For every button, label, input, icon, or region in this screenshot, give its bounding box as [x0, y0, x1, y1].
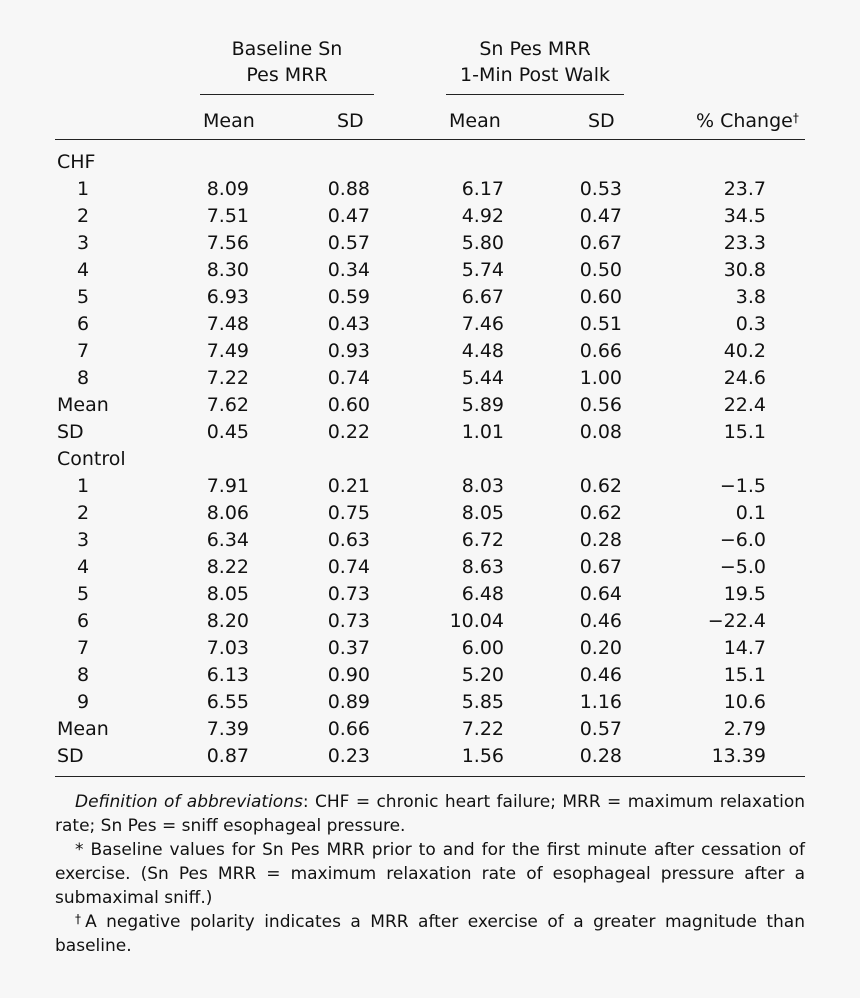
cell-pct-change: 3.8: [735, 286, 766, 308]
cell-baseline-sd: 0.90: [327, 664, 370, 686]
table-row: [0, 689, 860, 716]
col-baseline-mean: Mean: [203, 110, 255, 132]
row-label: SD: [57, 421, 84, 443]
baseline-group-header: [200, 36, 374, 88]
cell-post-mean: 8.03: [461, 475, 504, 497]
cell-baseline-sd: 0.74: [327, 556, 370, 578]
row-label: Control: [57, 448, 126, 470]
cell-baseline-mean: 8.05: [206, 583, 249, 605]
col-pct-change: [696, 108, 799, 134]
cell-pct-change: 23.3: [723, 232, 766, 254]
post-walk-group-header: [446, 36, 624, 88]
cell-baseline-mean: 7.39: [206, 718, 249, 740]
row-label: 7: [77, 340, 90, 362]
table-row: [0, 311, 860, 338]
table-body: [0, 149, 860, 770]
cell-post-sd: 0.46: [579, 664, 622, 686]
cell-baseline-sd: 0.73: [327, 583, 370, 605]
row-label: 4: [77, 259, 90, 281]
cell-pct-change: 14.7: [723, 637, 766, 659]
header-bottom-rule: [55, 139, 805, 140]
cell-baseline-sd: 0.66: [327, 718, 370, 740]
row-label: 9: [77, 691, 90, 713]
footnote-dagger-text: A negative polarity indicates a MRR after exercise of a greater magnitude than baseline.: [55, 912, 805, 956]
cell-pct-change: 34.5: [723, 205, 766, 227]
table-row: [0, 500, 860, 527]
cell-post-sd: 0.28: [579, 529, 622, 551]
cell-post-sd: 0.60: [579, 286, 622, 308]
table-row: [0, 473, 860, 500]
footnote-dagger: [55, 910, 805, 958]
cell-baseline-mean: 8.30: [206, 259, 249, 281]
cell-baseline-sd: 0.59: [327, 286, 370, 308]
cell-post-mean: 4.92: [461, 205, 504, 227]
row-label: 4: [77, 556, 90, 578]
cell-post-sd: 0.50: [579, 259, 622, 281]
cell-post-mean: 7.22: [461, 718, 504, 740]
post-walk-group-line-2: 1-Min Post Walk: [460, 64, 610, 86]
row-label: 2: [77, 502, 90, 524]
cell-pct-change: −6.0: [719, 529, 766, 551]
cell-pct-change: −5.0: [719, 556, 766, 578]
cell-baseline-sd: 0.34: [327, 259, 370, 281]
cell-baseline-sd: 0.75: [327, 502, 370, 524]
cell-baseline-mean: 7.51: [206, 205, 249, 227]
cell-pct-change: 10.6: [723, 691, 766, 713]
table-row: [0, 338, 860, 365]
baseline-group-line-2: Pes MRR: [246, 64, 328, 86]
footnote-star: * Baseline values for Sn Pes MRR prior to and for the first minute after cessation of exercise. (Sn Pes MRR = maximum relaxation rate of esophageal pressure after a submaximal sniff.): [55, 840, 805, 908]
row-label: Mean: [57, 394, 109, 416]
col-pct-change-label: % Change: [696, 110, 793, 132]
cell-baseline-sd: 0.43: [327, 313, 370, 335]
row-label: 3: [77, 529, 90, 551]
cell-baseline-mean: 6.34: [206, 529, 249, 551]
cell-post-mean: 6.17: [461, 178, 504, 200]
cell-baseline-mean: 0.87: [206, 745, 249, 767]
cell-pct-change: 13.39: [711, 745, 766, 767]
cell-pct-change: 19.5: [723, 583, 766, 605]
cell-pct-change: 22.4: [723, 394, 766, 416]
cell-post-sd: 0.66: [579, 340, 622, 362]
table-row: [0, 554, 860, 581]
cell-pct-change: 23.7: [723, 178, 766, 200]
cell-post-sd: 0.53: [579, 178, 622, 200]
cell-post-mean: 8.05: [461, 502, 504, 524]
cell-post-sd: 0.20: [579, 637, 622, 659]
cell-pct-change: −22.4: [707, 610, 766, 632]
cell-post-sd: 0.62: [579, 502, 622, 524]
cell-post-sd: 0.46: [579, 610, 622, 632]
cell-post-sd: 0.67: [579, 556, 622, 578]
cell-post-sd: 0.67: [579, 232, 622, 254]
row-label: CHF: [57, 151, 96, 173]
cell-baseline-mean: 7.48: [206, 313, 249, 335]
cell-post-mean: 5.89: [461, 394, 504, 416]
cell-post-mean: 1.56: [461, 745, 504, 767]
cell-pct-change: 0.1: [735, 502, 766, 524]
cell-pct-change: 15.1: [723, 664, 766, 686]
cell-post-sd: 0.47: [579, 205, 622, 227]
cell-baseline-sd: 0.63: [327, 529, 370, 551]
row-label: 2: [77, 205, 90, 227]
cell-post-mean: 10.04: [449, 610, 504, 632]
cell-baseline-sd: 0.23: [327, 745, 370, 767]
row-label: 8: [77, 367, 90, 389]
cell-baseline-sd: 0.22: [327, 421, 370, 443]
table-row: [0, 635, 860, 662]
cell-baseline-mean: 8.22: [206, 556, 249, 578]
cell-baseline-sd: 0.89: [327, 691, 370, 713]
cell-post-mean: 6.48: [461, 583, 504, 605]
cell-pct-change: 15.1: [723, 421, 766, 443]
table-row: [0, 230, 860, 257]
cell-post-sd: 0.51: [579, 313, 622, 335]
cell-post-sd: 0.62: [579, 475, 622, 497]
baseline-group-line-1: Baseline Sn: [231, 38, 343, 60]
cell-baseline-sd: 0.21: [327, 475, 370, 497]
cell-post-sd: 1.00: [579, 367, 622, 389]
cell-post-mean: 1.01: [461, 421, 504, 443]
cell-post-mean: 6.00: [461, 637, 504, 659]
cell-baseline-mean: 6.93: [206, 286, 249, 308]
table-row: [0, 203, 860, 230]
cell-baseline-mean: 0.45: [206, 421, 249, 443]
section-header-row: [0, 446, 860, 473]
row-label: 8: [77, 664, 90, 686]
cell-pct-change: 2.79: [723, 718, 766, 740]
cell-pct-change: 30.8: [723, 259, 766, 281]
footnote-abbrev-label: Definition of abbreviations: [75, 792, 303, 812]
row-label: Mean: [57, 718, 109, 740]
cell-post-mean: 5.85: [461, 691, 504, 713]
footnote-abbreviations: [55, 790, 805, 838]
row-label: 5: [77, 583, 90, 605]
post-walk-group-line-1: Sn Pes MRR: [479, 38, 591, 60]
cell-post-mean: 8.63: [461, 556, 504, 578]
cell-post-sd: 0.28: [579, 745, 622, 767]
cell-post-mean: 5.74: [461, 259, 504, 281]
cell-pct-change: −1.5: [719, 475, 766, 497]
dagger-mark-footnote: †: [75, 912, 86, 926]
cell-baseline-sd: 0.60: [327, 394, 370, 416]
table-row: [0, 365, 860, 392]
post-walk-group-rule: [446, 94, 624, 95]
cell-baseline-sd: 0.47: [327, 205, 370, 227]
summary-row: [0, 392, 860, 419]
cell-baseline-mean: 6.13: [206, 664, 249, 686]
table-row: [0, 662, 860, 689]
row-label: 5: [77, 286, 90, 308]
row-label: 3: [77, 232, 90, 254]
cell-baseline-sd: 0.73: [327, 610, 370, 632]
cell-post-mean: 5.80: [461, 232, 504, 254]
cell-post-sd: 0.64: [579, 583, 622, 605]
cell-post-mean: 5.44: [461, 367, 504, 389]
cell-baseline-sd: 0.88: [327, 178, 370, 200]
cell-baseline-mean: 8.09: [206, 178, 249, 200]
cell-baseline-sd: 0.57: [327, 232, 370, 254]
cell-baseline-mean: 7.91: [206, 475, 249, 497]
baseline-group-rule: [200, 94, 374, 95]
row-label: 7: [77, 637, 90, 659]
col-post-mean: Mean: [449, 110, 501, 132]
table-row: [0, 608, 860, 635]
table-row: [0, 284, 860, 311]
row-label: SD: [57, 745, 84, 767]
cell-pct-change: 40.2: [723, 340, 766, 362]
cell-baseline-mean: 7.62: [206, 394, 249, 416]
col-baseline-sd: SD: [337, 110, 364, 132]
cell-baseline-sd: 0.37: [327, 637, 370, 659]
cell-post-mean: 7.46: [461, 313, 504, 335]
cell-baseline-mean: 8.06: [206, 502, 249, 524]
cell-pct-change: 0.3: [735, 313, 766, 335]
summary-row: [0, 743, 860, 770]
col-post-sd: SD: [588, 110, 615, 132]
cell-post-mean: 6.72: [461, 529, 504, 551]
cell-pct-change: 24.6: [723, 367, 766, 389]
cell-post-sd: 0.56: [579, 394, 622, 416]
cell-baseline-mean: 8.20: [206, 610, 249, 632]
table-row: [0, 176, 860, 203]
cell-baseline-sd: 0.74: [327, 367, 370, 389]
row-label: 1: [77, 475, 90, 497]
cell-baseline-mean: 6.55: [206, 691, 249, 713]
row-label: 6: [77, 313, 90, 335]
cell-post-mean: 5.20: [461, 664, 504, 686]
cell-post-mean: 6.67: [461, 286, 504, 308]
cell-post-sd: 0.57: [579, 718, 622, 740]
table-row: [0, 527, 860, 554]
cell-baseline-mean: 7.49: [206, 340, 249, 362]
cell-baseline-mean: 7.56: [206, 232, 249, 254]
summary-row: [0, 419, 860, 446]
table-row: [0, 257, 860, 284]
cell-baseline-mean: 7.03: [206, 637, 249, 659]
cell-baseline-mean: 7.22: [206, 367, 249, 389]
summary-row: [0, 716, 860, 743]
row-label: 6: [77, 610, 90, 632]
cell-post-sd: 1.16: [579, 691, 622, 713]
dagger-mark-header: †: [792, 111, 799, 125]
row-label: 1: [77, 178, 90, 200]
cell-post-sd: 0.08: [579, 421, 622, 443]
table-footnotes: [55, 790, 805, 958]
cell-baseline-sd: 0.93: [327, 340, 370, 362]
table-bottom-rule: [55, 776, 805, 777]
cell-post-mean: 4.48: [461, 340, 504, 362]
footnote-abbrev-text: : CHF = chronic heart failure; MRR = maximum relaxation rate; Sn Pes = sniff esophageal pressure.: [55, 792, 806, 836]
section-header-row: [0, 149, 860, 176]
table-row: [0, 581, 860, 608]
